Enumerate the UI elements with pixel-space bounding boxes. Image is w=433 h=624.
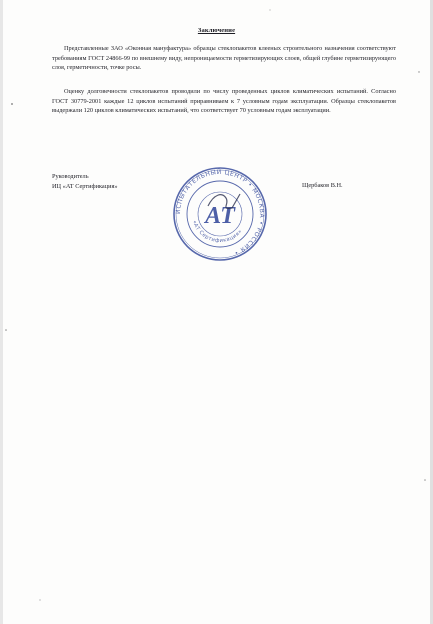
organization-stamp	[170, 164, 270, 264]
stamp-center-letters: АТ	[205, 203, 235, 229]
document-title: Заключение	[197, 27, 236, 34]
conclusion-paragraph-1: Представленные ЗАО «Оконная мануфактура» образцы стеклопакетов клееных строительного назначения соответствуют требованиям ГОСТ 24866-99 по внешнему виду, непроницаемости герметизирующих слоев, общей глубине герметизирующего слоя, герметичности, точке росы.	[52, 45, 396, 72]
stamp-inner-text: «АТ Сертификация»	[190, 219, 244, 245]
signatory-role: Руководитель	[52, 173, 89, 180]
conclusion-paragraph-2: Оценку долговечности стеклопакетов проводили по числу проведенных циклов климатических испытаний. Согласно ГОСТ 30779-2001 каждые 12 циклов испытаний приравниваем к 7 условным годам эксплуатации. Образцы стеклопакетов выдержали 120 циклов климатических испытаний, что соответствует 70 условным годам эксплуатации.	[52, 88, 396, 115]
signatory-organization: ИЦ «АТ Сертификация»	[52, 183, 118, 190]
signatory-name: Щербаков В.Н.	[302, 182, 343, 189]
stamp-outer-text: ИСПЫТАТЕЛЬНЫЙ ЦЕНТР • МОСКВА • РОССИЯ •	[174, 168, 266, 257]
signature-block	[52, 172, 117, 192]
